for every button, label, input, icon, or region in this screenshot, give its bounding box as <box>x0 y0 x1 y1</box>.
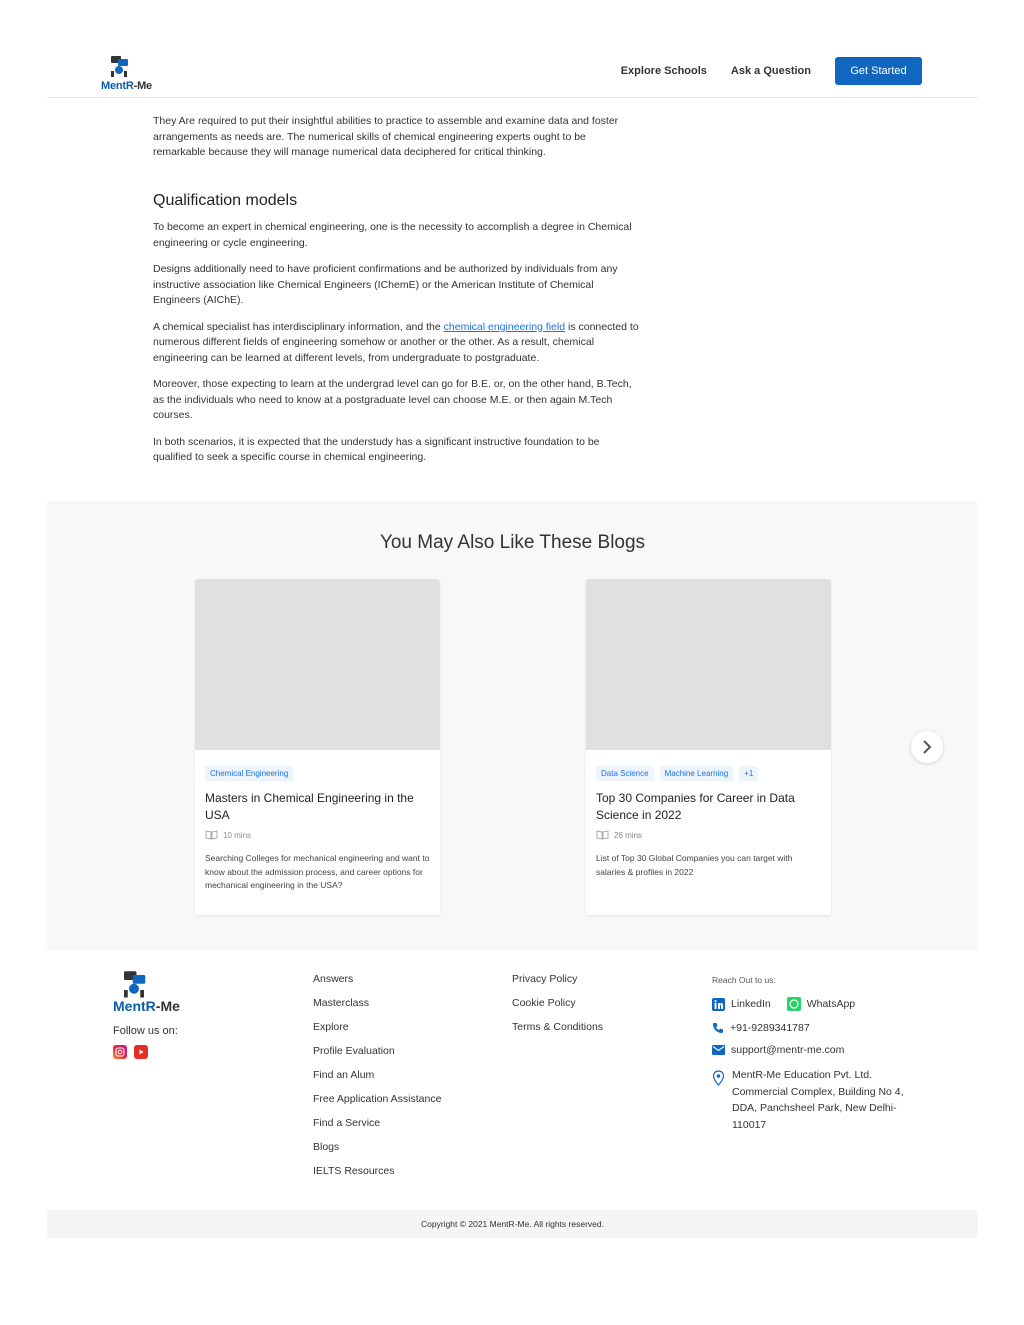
book-icon <box>596 830 609 840</box>
site-footer <box>47 950 978 1209</box>
chemical-engineering-field-link[interactable]: chemical engineering field <box>443 320 566 333</box>
blog-tag[interactable]: Data Science <box>596 766 654 781</box>
blog-card-tags <box>596 766 764 781</box>
footer-links-col2 <box>512 973 603 1045</box>
related-blogs-title: You May Also Like These Blogs <box>379 532 646 553</box>
article-body <box>153 88 641 477</box>
whatsapp-icon[interactable] <box>787 997 801 1011</box>
site-header <box>47 40 978 98</box>
footer-link-cookie[interactable]: Cookie Policy <box>512 997 576 1009</box>
footer-link-terms[interactable]: Terms & Conditions <box>512 1021 604 1033</box>
book-icon <box>205 830 218 840</box>
nav-explore-schools[interactable]: Explore Schools <box>620 65 707 77</box>
reach-out-label: Reach Out to us: <box>712 975 776 985</box>
blog-read-time: 26 mins <box>596 830 642 840</box>
article-paragraph: Designs additionally need to have proficient confirmations and be authorized by individuals from any instructive association like Chemical Engineers (IChemE) or the American Institute of Chemical Engineers (AIChE). <box>153 263 618 306</box>
linkedin-icon[interactable] <box>712 998 725 1011</box>
related-blogs-section <box>47 501 978 950</box>
phone-icon <box>712 1022 724 1034</box>
blog-card-description: List of Top 30 Global Companies you can target with salaries & profiles in 2022 <box>596 853 793 877</box>
footer-link-profile-evaluation[interactable]: Profile Evaluation <box>313 1045 395 1057</box>
top-nav <box>621 57 978 85</box>
blog-card[interactable] <box>586 579 831 915</box>
blog-tag[interactable]: Machine Learning <box>660 766 734 781</box>
nav-ask-question[interactable]: Ask a Question <box>730 65 811 77</box>
blog-card-image <box>195 579 440 750</box>
article-paragraph: A chemical specialist has interdisciplinary information, and the chemical engineering field is connected to numerous different fields of engineering somehow or another or the other. As a result, chemical engineering can be learned at different levels, from undergraduate to postgraduate. <box>153 320 639 364</box>
footer-link-explore[interactable]: Explore <box>313 1021 349 1033</box>
blog-card-image <box>586 579 831 750</box>
footer-link-find-alum[interactable]: Find an Alum <box>313 1069 375 1081</box>
footer-links-col1 <box>313 973 441 1189</box>
carousel-next-button[interactable] <box>911 731 943 763</box>
footer-link-answers[interactable]: Answers <box>313 973 354 985</box>
footer-link-privacy[interactable]: Privacy Policy <box>512 973 578 985</box>
copyright-bar: Copyright © 2021 MentR-Me. All rights reserved. <box>47 1210 978 1238</box>
mail-icon <box>712 1045 725 1055</box>
footer-logo[interactable] <box>113 970 157 996</box>
blog-tag[interactable]: Chemical Engineering <box>205 766 293 781</box>
logo-mark-icon <box>119 970 149 1000</box>
follow-us-label: Follow us on: <box>113 1025 178 1037</box>
blog-card-title[interactable]: Top 30 Companies for Career in Data Science in 2022 <box>596 791 795 822</box>
logo-text: MentR-Me <box>101 80 152 92</box>
linkedin-link[interactable]: LinkedIn <box>731 998 771 1010</box>
phone-row <box>712 1022 810 1034</box>
phone-number[interactable]: +91-9289341787 <box>730 1022 810 1034</box>
footer-link-masterclass[interactable]: Masterclass <box>313 997 370 1009</box>
section-heading: Qualification models <box>153 191 298 209</box>
footer-link-blogs[interactable]: Blogs <box>313 1141 340 1153</box>
blog-card-title[interactable]: Masters in Chemical Engineering in the USA <box>205 791 414 822</box>
footer-link-ielts[interactable]: IELTS Resources <box>313 1165 395 1177</box>
location-pin-icon <box>712 1070 725 1086</box>
logo-mark-icon <box>107 56 131 78</box>
blog-card[interactable] <box>195 579 440 915</box>
youtube-icon[interactable] <box>134 1045 148 1059</box>
footer-link-find-service[interactable]: Find a Service <box>313 1117 381 1129</box>
mentr-me-logo[interactable] <box>101 56 159 92</box>
article-paragraph: Moreover, those expecting to learn at the undergrad level can go for B.E. or, on the other hand, B.Tech, as the individuals who need to know at a postgraduate level can choose M.E. or then again M.Tech courses. <box>153 378 632 421</box>
whatsapp-link[interactable]: WhatsApp <box>806 998 856 1010</box>
get-started-button[interactable]: Get Started <box>835 57 922 85</box>
email-address[interactable]: support@mentr-me.com <box>731 1044 845 1056</box>
blog-card-tags <box>205 766 299 781</box>
instagram-icon[interactable] <box>113 1045 127 1059</box>
email-row <box>712 1044 844 1056</box>
chevron-right-icon <box>922 740 932 754</box>
social-contact-row <box>712 997 855 1011</box>
article-paragraph: To become an expert in chemical engineering, one is the necessity to accomplish a degree in Chemical engineering or cycle engineering. <box>153 221 632 249</box>
blog-card-description: Searching Colleges for mechanical engineering and want to know about the admission process, and career options for mechanical engineering in the USA? <box>205 853 430 890</box>
blog-read-time: 10 mins <box>205 830 251 840</box>
footer-logo-text: MentR-Me <box>113 998 180 1014</box>
social-links <box>113 1045 155 1059</box>
article-paragraph: In both scenarios, it is expected that the understudy has a significant instructive foundation to be qualified to seek a specific course in chemical engineering. <box>153 435 600 463</box>
article-paragraph: They Are required to put their insightful abilities to practice to assemble and examine data and foster arrangements as needs are. The numerical skills of chemical engineering experts ought to be remarkable because they will manage numerical data deciphered for critical thinking. <box>153 115 619 158</box>
office-address: MentR-Me Education Pvt. Ltd. Commercial Complex, Building No 4, DDA, Panchsheel Park, New Delhi-110017 <box>732 1069 904 1131</box>
blog-tag-more[interactable]: +1 <box>739 766 758 781</box>
page <box>47 0 978 1325</box>
footer-link-application-assistance[interactable]: Free Application Assistance <box>313 1093 442 1105</box>
